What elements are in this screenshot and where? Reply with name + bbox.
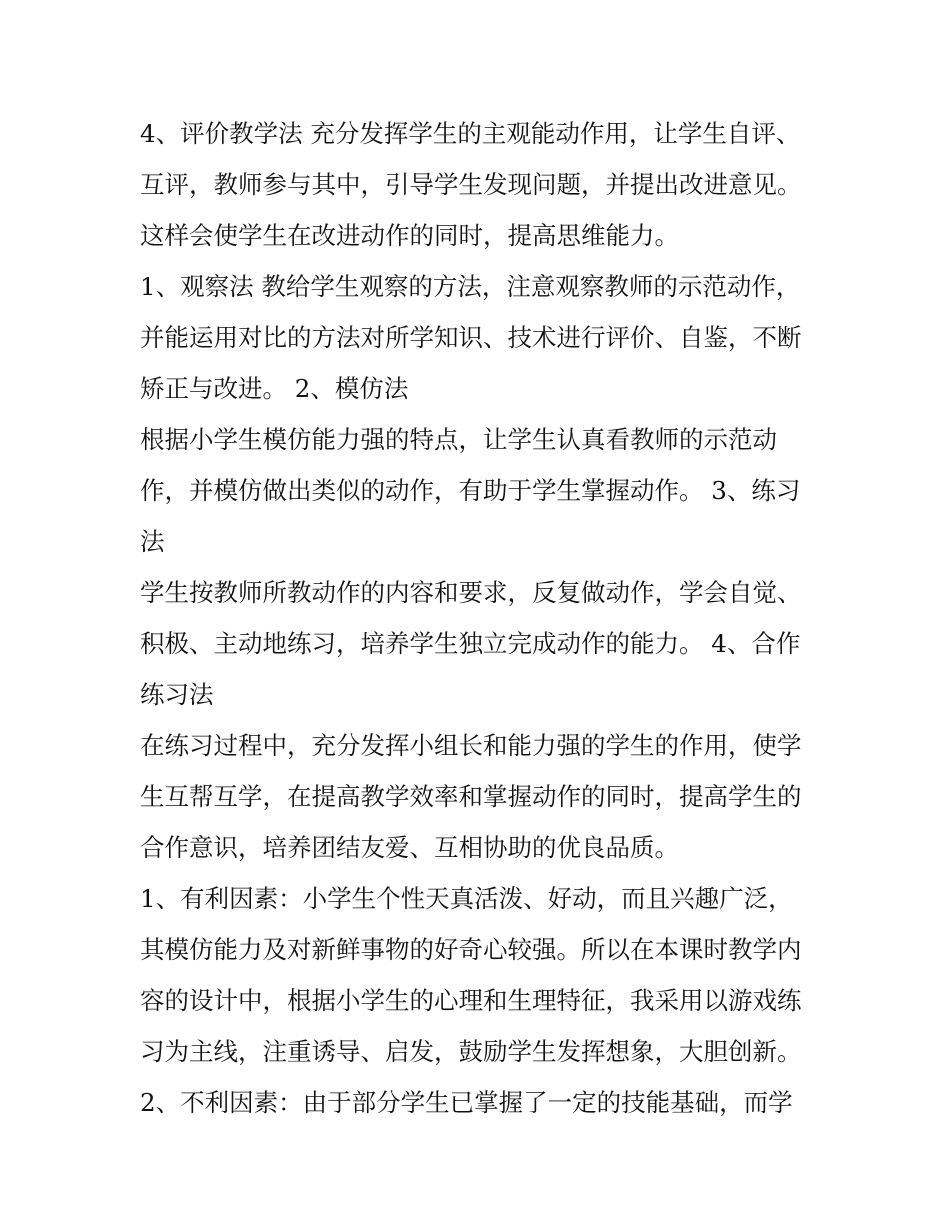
text-line: 练习法 bbox=[140, 680, 214, 709]
text-line: 并能运用对比的方法对所学知识、技术进行评价、自鉴，不断 bbox=[140, 323, 802, 352]
text-line: 学生按教师所教动作的内容和要求，反复做动作，学会自觉、 bbox=[140, 578, 802, 607]
text-line: 4、评价教学法 充分发挥学生的主观能动作用，让学生自评、 bbox=[140, 119, 801, 148]
text-line: 合作意识，培养团结友爱、互相协助的优良品质。 bbox=[140, 833, 679, 862]
text-line: 根据小学生模仿能力强的特点，让学生认真看教师的示范动 bbox=[140, 425, 777, 454]
text-line: 积极、主动地练习，培养学生独立完成动作的能力。 4、合作 bbox=[140, 629, 801, 658]
text-line: 1、有利因素：小学生个性天真活泼、好动，而且兴趣广泛， bbox=[140, 884, 793, 913]
text-line: 在练习过程中，充分发挥小组长和能力强的学生的作用，使学 bbox=[140, 731, 802, 760]
text-line: 法 bbox=[140, 527, 165, 556]
text-line: 生互帮互学，在提高教学效率和掌握动作的同时，提高学生的 bbox=[140, 782, 802, 811]
document-body bbox=[140, 108, 820, 1128]
text-line: 矫正与改进。 2、模仿法 bbox=[140, 374, 409, 403]
text-line: 这样会使学生在改进动作的同时，提高思维能力。 bbox=[140, 221, 679, 250]
text-line: 容的设计中，根据小学生的心理和生理特征，我采用以游戏练 bbox=[140, 986, 802, 1015]
text-line: 作，并模仿做出类似的动作，有助于学生掌握动作。 3、练习 bbox=[140, 476, 801, 505]
text-line: 互评，教师参与其中，引导学生发现问题，并提出改进意见。 bbox=[140, 170, 802, 199]
text-line: 其模仿能力及对新鲜事物的好奇心较强。所以在本课时教学内 bbox=[140, 935, 802, 964]
text-line: 2、不利因素：由于部分学生已掌握了一定的技能基础，而学 bbox=[140, 1088, 793, 1117]
text-line: 1、观察法 教给学生观察的方法，注意观察教师的示范动作， bbox=[140, 272, 801, 301]
text-line: 习为主线，注重诱导、启发，鼓励学生发挥想象，大胆创新。 bbox=[140, 1037, 802, 1066]
